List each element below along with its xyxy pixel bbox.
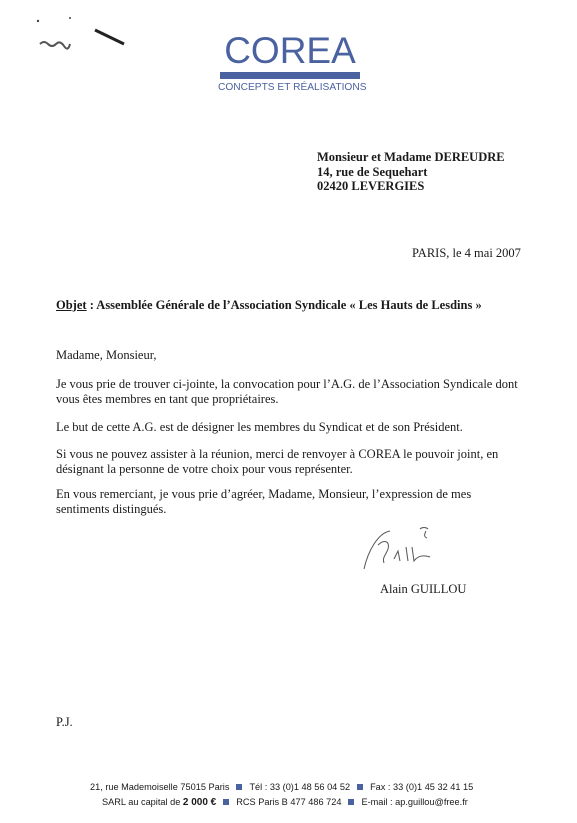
recipient-name: Monsieur et Madame DEREUDRE bbox=[317, 150, 505, 164]
footer-capital-prefix: SARL au capital de bbox=[102, 797, 183, 807]
recipient-street: 14, rue de Sequehart bbox=[317, 164, 428, 179]
logo-tagline: CONCEPTS ET RÉALISATIONS bbox=[218, 82, 367, 93]
footer-tel: Tél : 33 (0)1 48 56 04 52 bbox=[249, 782, 351, 792]
paragraph-3-text: Si vous ne pouvez assister à la réunion, merci de renvoyer à COREA le pouvoir joint, en désignant la personne de votre choix pour vous représenter. bbox=[56, 447, 499, 476]
letter-date: PARIS, le 4 mai 2007 bbox=[412, 246, 521, 260]
greeting-text: Madame, Monsieur, bbox=[56, 348, 157, 362]
company-logo bbox=[218, 30, 367, 93]
footer-capital-value: 2 000 € bbox=[182, 797, 217, 808]
footer-rcs: RCS Paris B 477 486 724 bbox=[236, 797, 342, 807]
letter-subject bbox=[56, 298, 482, 313]
subject-text: : Assemblée Générale de l’Association Syndicale « Les Hauts de Lesdins » bbox=[86, 298, 482, 312]
paragraph-1-text: Je vous prie de trouver ci-jointe, la convocation pour l’A.G. de l’Association Syndicale dont vous êtes membres en tant que propriétaires. bbox=[56, 377, 518, 406]
footer-fax: Fax : 33 (0)1 45 32 41 15 bbox=[370, 782, 474, 792]
paragraph-3 bbox=[56, 447, 526, 476]
greeting bbox=[56, 348, 526, 363]
footer-address: 21, rue Mademoiselle 75015 Paris bbox=[90, 782, 230, 792]
paragraph-2 bbox=[56, 420, 526, 435]
footer-line-1 bbox=[0, 782, 577, 792]
handwritten-signature bbox=[360, 525, 450, 575]
paragraph-4-text: En vous remerciant, je vous prie d’agréer, Madame, Monsieur, l’expression de mes sentiments distingués. bbox=[56, 487, 472, 516]
paragraph-2-text: Le but de cette A.G. est de désigner les membres du Syndicat et de son Président. bbox=[56, 420, 463, 434]
footer-email: E-mail : ap.guillou@free.fr bbox=[361, 797, 468, 807]
paragraph-1 bbox=[56, 377, 526, 406]
logo-brand: COREA bbox=[224, 30, 356, 71]
enclosure-note: P.J. bbox=[56, 715, 73, 729]
footer-square-icon bbox=[236, 784, 242, 790]
recipient-city: 02420 LEVERGIES bbox=[317, 179, 425, 193]
logo-bar bbox=[220, 72, 360, 79]
footer-line-2 bbox=[0, 797, 577, 808]
footer-square-icon bbox=[357, 784, 363, 790]
recipient-address bbox=[317, 150, 505, 194]
footer-square-icon bbox=[223, 799, 229, 805]
subject-label: Objet bbox=[56, 298, 87, 312]
paragraph-4 bbox=[56, 487, 526, 516]
footer-square-icon bbox=[348, 799, 354, 805]
signer-name: Alain GUILLOU bbox=[380, 582, 467, 596]
scan-marks bbox=[0, 0, 140, 60]
